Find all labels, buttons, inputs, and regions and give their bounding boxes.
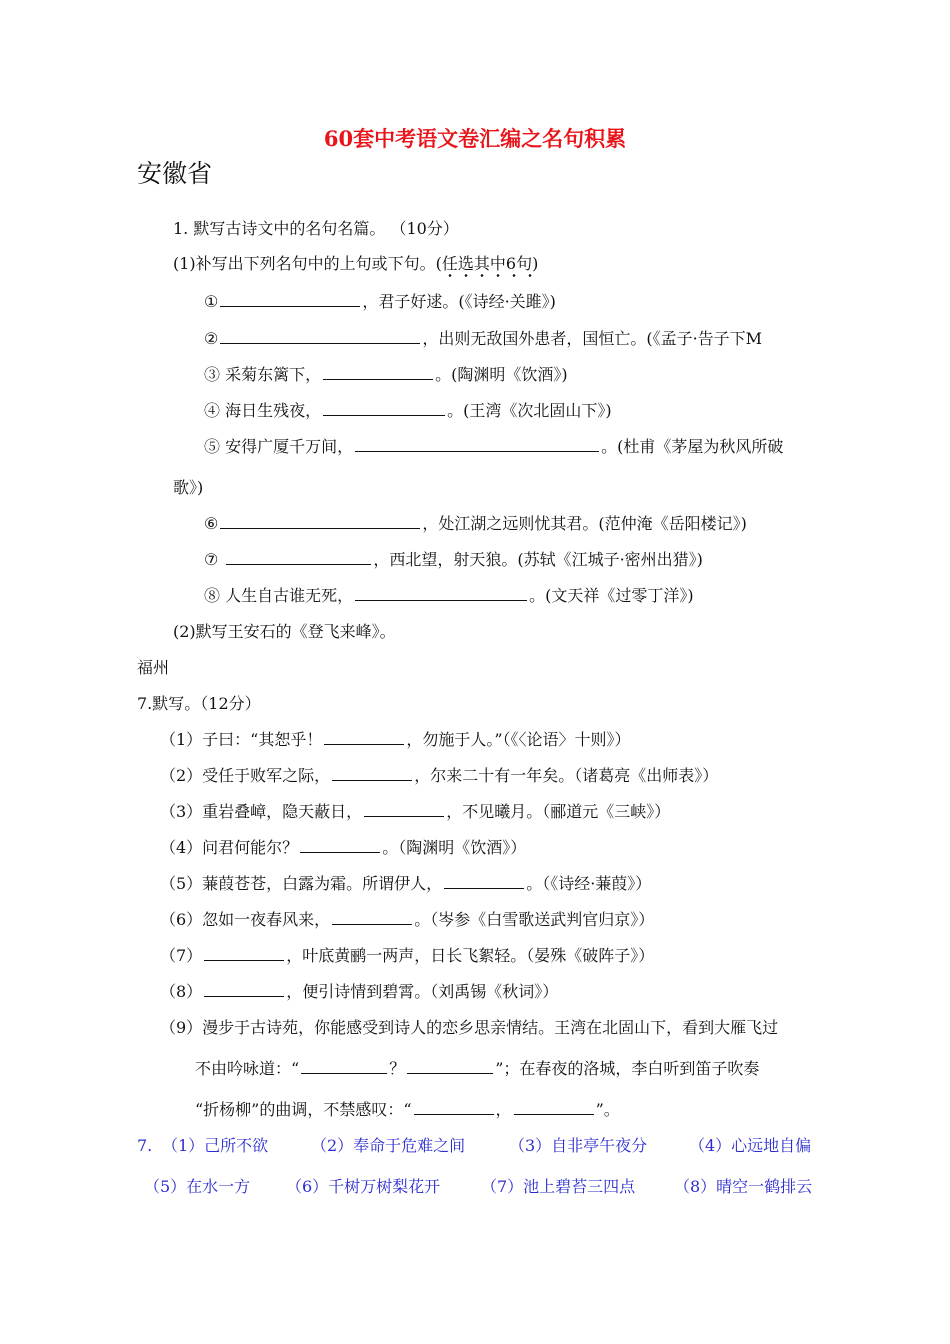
item-text: ③ 采菊东篱下，: [204, 365, 322, 384]
fill-item-6: [204, 514, 747, 534]
document-title: 60套中考语文卷汇编之名句积累: [323, 126, 627, 151]
line-text: （7）: [160, 946, 203, 965]
line-text: （2）受任于败军之际，: [160, 766, 331, 785]
fill-line-7: [160, 946, 654, 966]
line-text: 。（岑参《白雪歌送武判官归京》）: [414, 910, 655, 929]
fill-item-3: [204, 365, 568, 385]
question-1: 1. 默写古诗文中的名句名篇。 （10分）: [173, 219, 459, 238]
emphasis-dotted-text: 任选其中6句: [441, 254, 533, 273]
line-text: ”。: [595, 1100, 620, 1119]
line-text: “折杨柳”的曲调，不禁感叹：“: [195, 1100, 412, 1119]
answer-7: （7）池上碧苔三四点: [481, 1177, 636, 1196]
item-text: ，处江湖之远则忧其君。(范仲淹《岳阳楼记》): [422, 514, 747, 533]
item-text: 。(杜甫《茅屋为秋风所破: [601, 437, 784, 456]
answer-blank[interactable]: [323, 401, 445, 416]
answer-6: （6）千树万树梨花开: [286, 1177, 441, 1196]
item-text: ⑧ 人生自古谁无死，: [204, 586, 354, 605]
line-text: 。（《诗经·蒹葭》）: [526, 874, 652, 893]
line-text: 不由吟咏道：“: [195, 1059, 300, 1078]
fill-item-5: [204, 437, 783, 457]
fill-line-4: [160, 838, 526, 858]
fill-item-4: [204, 401, 612, 421]
item-text: 。(文天祥《过零丁洋》): [529, 586, 694, 605]
fill-item-7: [204, 550, 703, 570]
line-text: （8）: [160, 982, 203, 1001]
fill-line-5: [160, 874, 651, 894]
line-text: ？: [389, 1059, 406, 1078]
fill-line-9-end: [195, 1100, 620, 1120]
line-text: （5）蒹葭苍苍，白露为霜。所谓伊人，: [160, 874, 443, 893]
answer-blank[interactable]: [355, 437, 599, 452]
answer-8: （8）晴空一鹤排云: [674, 1177, 813, 1196]
answer-3: （3）自非亭午夜分: [509, 1136, 648, 1155]
part-1-suffix: ): [532, 254, 539, 273]
question-1-part-1: [173, 254, 538, 274]
answer-blank[interactable]: [323, 365, 433, 380]
item-text: 。(陶渊明《饮酒》): [435, 365, 568, 384]
answer-number: 7.: [137, 1136, 153, 1155]
line-text: ，不见曦月。（郦道元《三峡》）: [446, 802, 671, 821]
fill-line-3: [160, 802, 670, 822]
line-text: （4）问君何能尔？: [160, 838, 299, 857]
answer-blank[interactable]: [204, 946, 284, 961]
line-text: ，: [495, 1100, 512, 1119]
answer-blank[interactable]: [332, 766, 412, 781]
item-number: ①: [204, 292, 219, 311]
item-text: ，西北望，射天狼。(苏轼《江城子·密州出猎》): [373, 550, 703, 569]
answer-blank[interactable]: [355, 586, 527, 601]
item-text: ⑤ 安得广厦千万间，: [204, 437, 354, 456]
fill-item-2: [204, 329, 762, 349]
fill-line-9: （9）漫步于古诗苑，你能感受到诗人的恋乡思亲情结。王湾在北固山下，看到大雁飞过: [160, 1018, 779, 1037]
item-text: ④ 海日生残夜，: [204, 401, 322, 420]
answer-blank[interactable]: [324, 730, 404, 745]
fill-item-8: [204, 586, 694, 606]
answer-blank[interactable]: [220, 329, 420, 344]
fill-item-5-continued: 歌》): [173, 478, 204, 497]
item-text: ，出则无敌国外患者，国恒亡。(《孟子·告子下M: [422, 329, 763, 348]
answer-blank[interactable]: [300, 838, 380, 853]
answer-blank[interactable]: [514, 1100, 594, 1115]
fill-line-1: [160, 730, 631, 750]
line-text: ，尔来二十有一年矣。（诸葛亮《出师表》）: [414, 766, 719, 785]
answer-blank[interactable]: [444, 874, 524, 889]
answer-blank[interactable]: [301, 1059, 387, 1074]
line-text: （1）子曰：“其恕乎！: [160, 730, 323, 749]
line-text: （3）重岩叠嶂，隐天蔽日，: [160, 802, 363, 821]
line-text: ”；在春夜的洛城，李白听到笛子吹奏: [495, 1059, 760, 1078]
answer-blank[interactable]: [407, 1059, 493, 1074]
line-text: ，勿施于人。”（《〈论语〉十则》）: [406, 730, 631, 749]
answer-2: （2）奉命于危难之间: [311, 1136, 466, 1155]
line-text: （6）忽如一夜春风来，: [160, 910, 331, 929]
fill-item-1: [204, 292, 556, 312]
answer-5: （5）在水一方: [144, 1177, 251, 1196]
answer-blank[interactable]: [414, 1100, 494, 1115]
question-1-part-2: (2)默写王安石的《登飞来峰》。: [173, 622, 396, 641]
fill-line-6: [160, 910, 654, 930]
line-text: 。（陶渊明《饮酒》）: [382, 838, 527, 857]
answer-4: （4）心远地自偏: [689, 1136, 812, 1155]
answer-blank[interactable]: [226, 550, 371, 565]
part-1-prefix: (1)补写出下列名句中的上句或下句。(: [173, 254, 442, 273]
item-number: ②: [204, 329, 219, 348]
answer-blank[interactable]: [220, 514, 420, 529]
question-7: 7.默写。（12分）: [137, 694, 261, 713]
answer-blank[interactable]: [220, 292, 360, 307]
fill-line-2: [160, 766, 718, 786]
line-text: ，叶底黄鹂一两声，日长飞絮轻。（晏殊《破阵子》）: [286, 946, 655, 965]
answer-1: （1）己所不欲: [162, 1136, 269, 1155]
answer-blank[interactable]: [332, 910, 412, 925]
item-text: ，君子好逑。(《诗经·关雎》): [362, 292, 556, 311]
item-number: ⑥: [204, 514, 219, 533]
province-heading: 安徽省: [137, 159, 213, 188]
line-text: ，便引诗情到碧霄。（刘禹锡《秋词》）: [286, 982, 559, 1001]
item-number: ⑦: [204, 550, 219, 569]
answer-blank[interactable]: [204, 982, 284, 997]
answer-blank[interactable]: [364, 802, 444, 817]
fill-line-8: [160, 982, 558, 1002]
fill-line-9-continued: [195, 1059, 759, 1079]
region-label: 福州: [137, 658, 170, 677]
item-text: 。(王湾《次北固山下》): [447, 401, 612, 420]
